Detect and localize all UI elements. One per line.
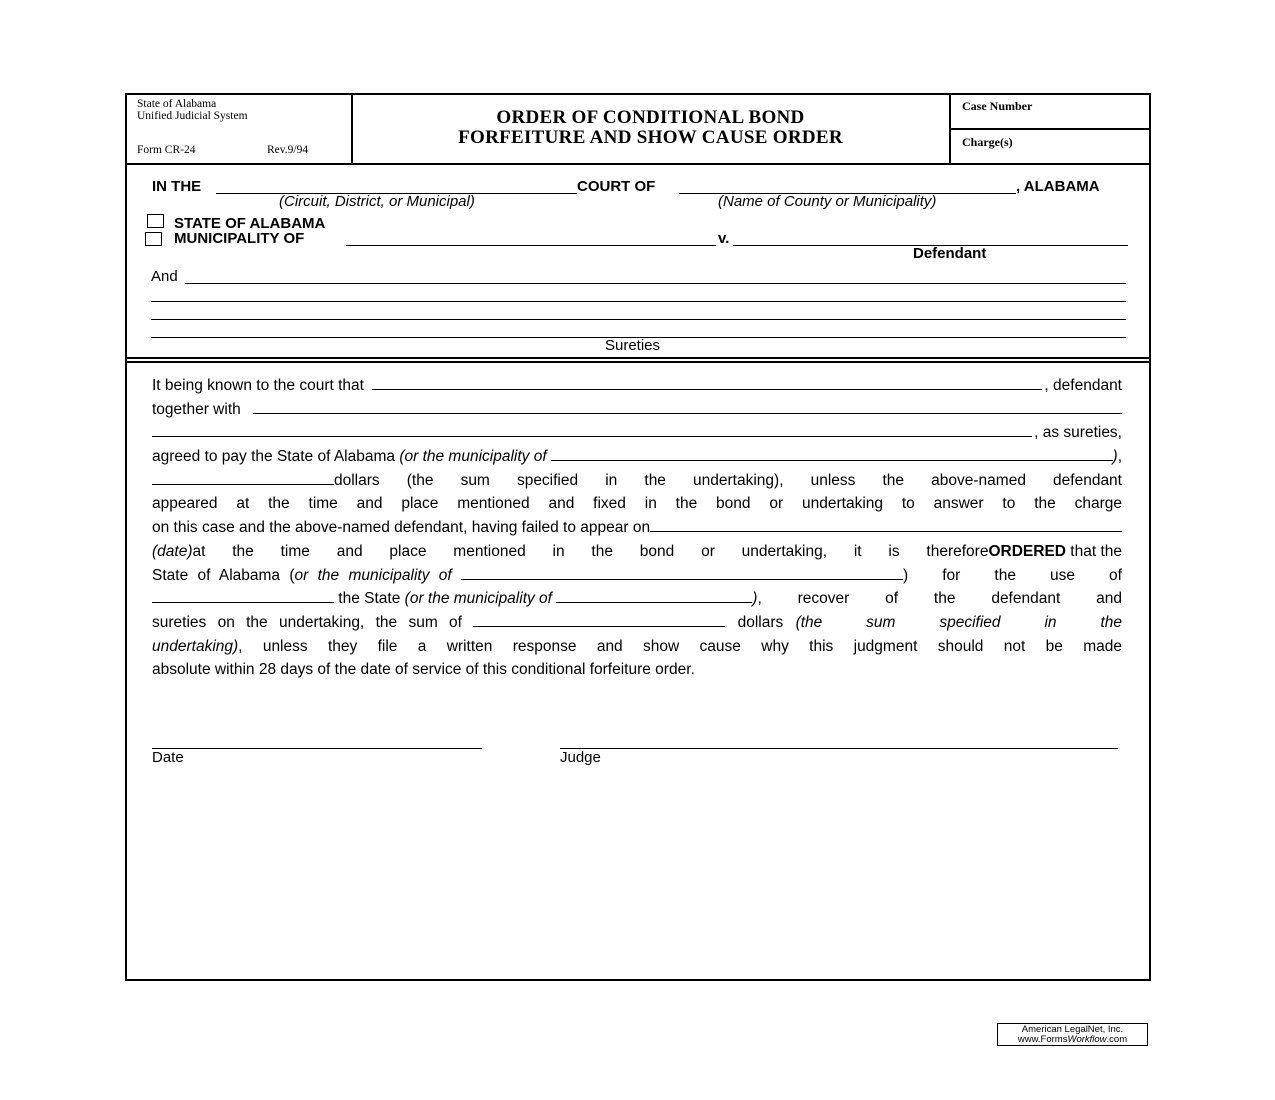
surety-names-field-2[interactable] [152, 421, 1032, 437]
ordered-text: ORDERED [988, 542, 1066, 560]
sureties-line-3[interactable] [151, 319, 1126, 320]
body-text: , defendant [1044, 377, 1122, 394]
court-of-label: COURT OF [577, 178, 656, 195]
county-hint: (Name of County or Municipality) [718, 193, 937, 210]
order-paragraph [152, 374, 1122, 682]
body-text: together with [152, 400, 241, 418]
body-text: ) for the use of [903, 566, 1122, 584]
versus-label: v. [718, 230, 730, 247]
body-text: State of Alabama ( [152, 566, 295, 584]
body-text: (date) [152, 542, 193, 560]
paragraph-line [152, 469, 1122, 493]
form-title-line2: FORFEITURE AND SHOW CAUSE ORDER [458, 127, 843, 148]
state-checkbox[interactable] [147, 214, 164, 228]
body-text: that the [1065, 542, 1122, 560]
and-label: And [151, 268, 178, 285]
surety-names-field-1[interactable] [253, 398, 1122, 414]
url-part: .com [1106, 1034, 1128, 1045]
paragraph-line [152, 635, 1122, 659]
section-divider-2 [125, 361, 1151, 363]
appearance-date-field[interactable] [650, 516, 1122, 532]
paragraph-line [152, 540, 1122, 564]
body-text: absolute within 28 days of the date of service of this conditional forfeiture order. [152, 661, 695, 679]
body-text: dollars (the sum specified in the undertaking), unless the above-named defendant [334, 471, 1122, 489]
date-signature-line[interactable] [152, 748, 482, 749]
amount-field-2[interactable] [473, 611, 725, 627]
section-divider-1 [125, 357, 1151, 359]
paragraph-line [152, 398, 1122, 422]
system-label: Unified Judicial System [137, 110, 248, 122]
judge-signature-line[interactable] [560, 748, 1118, 749]
header-divider [125, 163, 1151, 165]
url-part: Workflow [1067, 1034, 1107, 1045]
publisher-box [997, 1023, 1148, 1046]
court-hint: (Circuit, District, or Municipal) [279, 193, 475, 210]
municipality-name-field-2[interactable] [461, 564, 903, 580]
sureties-line-2[interactable] [151, 301, 1126, 302]
municipality-name-field-3[interactable] [556, 587, 752, 603]
paragraph-line [152, 611, 1122, 635]
state-label: State of Alabama [137, 98, 217, 110]
body-text: (the sum specified in the [795, 613, 1122, 631]
publisher-url [998, 1035, 1147, 1045]
case-number-field[interactable] [1040, 96, 1146, 126]
body-text: ) [1112, 448, 1118, 466]
charges-label: Charge(s) [962, 135, 1013, 149]
body-text: (or the municipality of [399, 448, 551, 466]
sureties-label: Sureties [605, 337, 661, 354]
body-text: on this case and the above-named defendant, having failed to appear on [152, 519, 651, 537]
body-text: appeared at the time and place mentioned and fixed in the bond or undertaking to answer to the charge [152, 495, 1122, 513]
body-text: It being known to the court that [152, 377, 364, 394]
state-option-label: STATE OF ALABAMA [174, 215, 326, 232]
body-text: ) [752, 590, 758, 608]
body-text: , recover of the defendant and [757, 590, 1122, 608]
case-charge-divider [951, 128, 1149, 130]
body-text: the State [334, 590, 405, 608]
body-text: or the municipality of [294, 566, 461, 584]
charges-field[interactable] [1035, 131, 1146, 161]
alabama-label: , ALABAMA [1016, 178, 1100, 195]
form-number: Form CR-24 [137, 144, 196, 156]
body-text: , as sureties, [1034, 424, 1122, 442]
body-text: sureties on the undertaking, the sum of [152, 613, 474, 631]
body-text: , unless they file a written response and show cause why this judgment should not be made [238, 637, 1122, 655]
case-number-label: Case Number [962, 99, 1033, 113]
defendant-name-field[interactable] [372, 374, 1042, 390]
url-part: www.Forms [1017, 1034, 1068, 1045]
municipality-name-field-1[interactable] [551, 445, 1113, 461]
body-text: (or the municipality of [404, 590, 557, 608]
defendant-label: Defendant [913, 245, 987, 262]
body-text: dollars [725, 613, 796, 631]
date-label: Date [152, 749, 184, 766]
amount-field-1[interactable] [152, 469, 334, 485]
form-title-line1: ORDER OF CONDITIONAL BOND [496, 107, 805, 128]
judge-label: Judge [560, 749, 601, 766]
use-of-field[interactable] [152, 587, 334, 603]
municipality-checkbox[interactable] [145, 232, 162, 246]
municipality-option-label: MUNICIPALITY OF [174, 230, 305, 247]
paragraph-line [152, 587, 1122, 611]
body-text: at the time and place mentioned in the bond or undertaking, it is therefore [192, 542, 989, 560]
paragraph-line [152, 445, 1122, 469]
revision-label: Rev.9/94 [267, 144, 309, 156]
municipality-field[interactable] [346, 245, 716, 246]
body-text: undertaking) [152, 637, 239, 655]
paragraph-line [152, 374, 1122, 398]
body-text: , [1117, 448, 1122, 466]
publisher-name: American LegalNet, Inc. [1021, 1024, 1124, 1035]
in-the-label: IN THE [152, 178, 202, 195]
paragraph-line [152, 564, 1122, 588]
body-text: agreed to pay the State of Alabama [152, 448, 400, 466]
paragraph-line [152, 421, 1122, 445]
sureties-line-1[interactable] [185, 283, 1126, 284]
paragraph-line [152, 516, 1122, 540]
